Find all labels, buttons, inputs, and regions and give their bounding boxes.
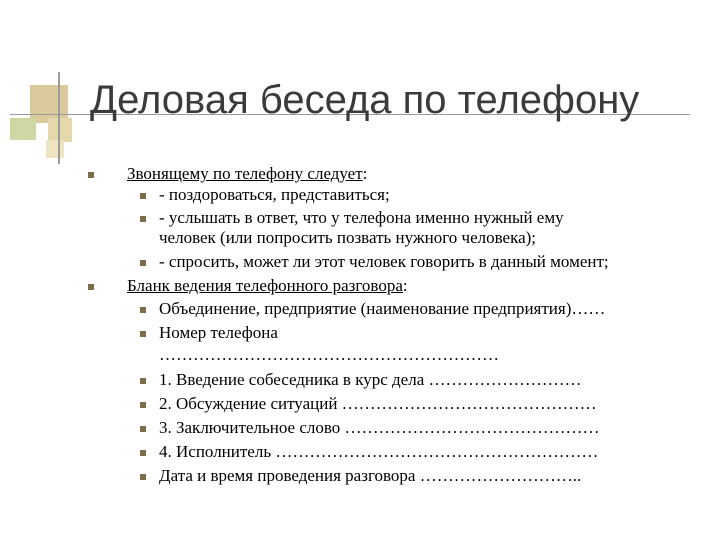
- subbullet-text-continued: ……………………………………………………: [159, 345, 499, 364]
- subbullet-icon: [140, 378, 146, 384]
- bullet-heading: [127, 164, 367, 184]
- subbullet-text: Объединение, предприятие (наименование предприятия)……: [159, 299, 606, 318]
- subbullet-icon: [140, 307, 146, 313]
- bullet-heading-text: Бланк ведения телефонного разговора: [127, 276, 403, 295]
- subbullet-icon: [140, 450, 146, 456]
- subbullet-text: - спросить, может ли этот человек говорить в данный момент;: [159, 252, 609, 271]
- subbullet-text: 3. Заключительное слово ………………………………………: [159, 418, 600, 437]
- subbullet-text: 4. Исполнитель …………………………………………………: [159, 442, 599, 461]
- subbullet-icon: [140, 260, 146, 266]
- subbullet-icon: [140, 474, 146, 480]
- bullet-icon: [88, 284, 94, 290]
- subbullet-text: 1. Введение собеседника в курс дела ………………………: [159, 370, 582, 389]
- bullet-icon: [88, 172, 94, 178]
- subbullet-icon: [140, 402, 146, 408]
- subbullet-text: Дата и время проведения разговора ………………………..: [159, 466, 582, 485]
- subbullet-text: Номер телефона: [159, 323, 278, 342]
- subbullet-icon: [140, 216, 146, 222]
- subbullet-text-continued: человек (или попросить позвать нужного человека);: [159, 228, 536, 247]
- bullet-heading-text: Звонящему по телефону следует: [127, 164, 363, 183]
- decor-square: [46, 140, 64, 158]
- subbullet-text: 2. Обсуждение ситуаций ………………………………………: [159, 394, 597, 413]
- subbullet-text: - услышать в ответ, что у телефона именно нужный ему: [159, 208, 564, 227]
- bullet-heading-colon: :: [362, 164, 368, 183]
- slide-title: Деловая беседа по телефону: [90, 78, 640, 122]
- bullet-heading-colon: :: [402, 276, 408, 295]
- subbullet-text: - поздороваться, представиться;: [159, 185, 390, 204]
- subbullet-icon: [140, 331, 146, 337]
- subbullet-icon: [140, 193, 146, 199]
- bullet-heading: [127, 276, 408, 296]
- decor-square: [10, 118, 36, 140]
- decor-square: [48, 118, 72, 142]
- subbullet-icon: [140, 426, 146, 432]
- decor-vertical-line: [58, 72, 60, 164]
